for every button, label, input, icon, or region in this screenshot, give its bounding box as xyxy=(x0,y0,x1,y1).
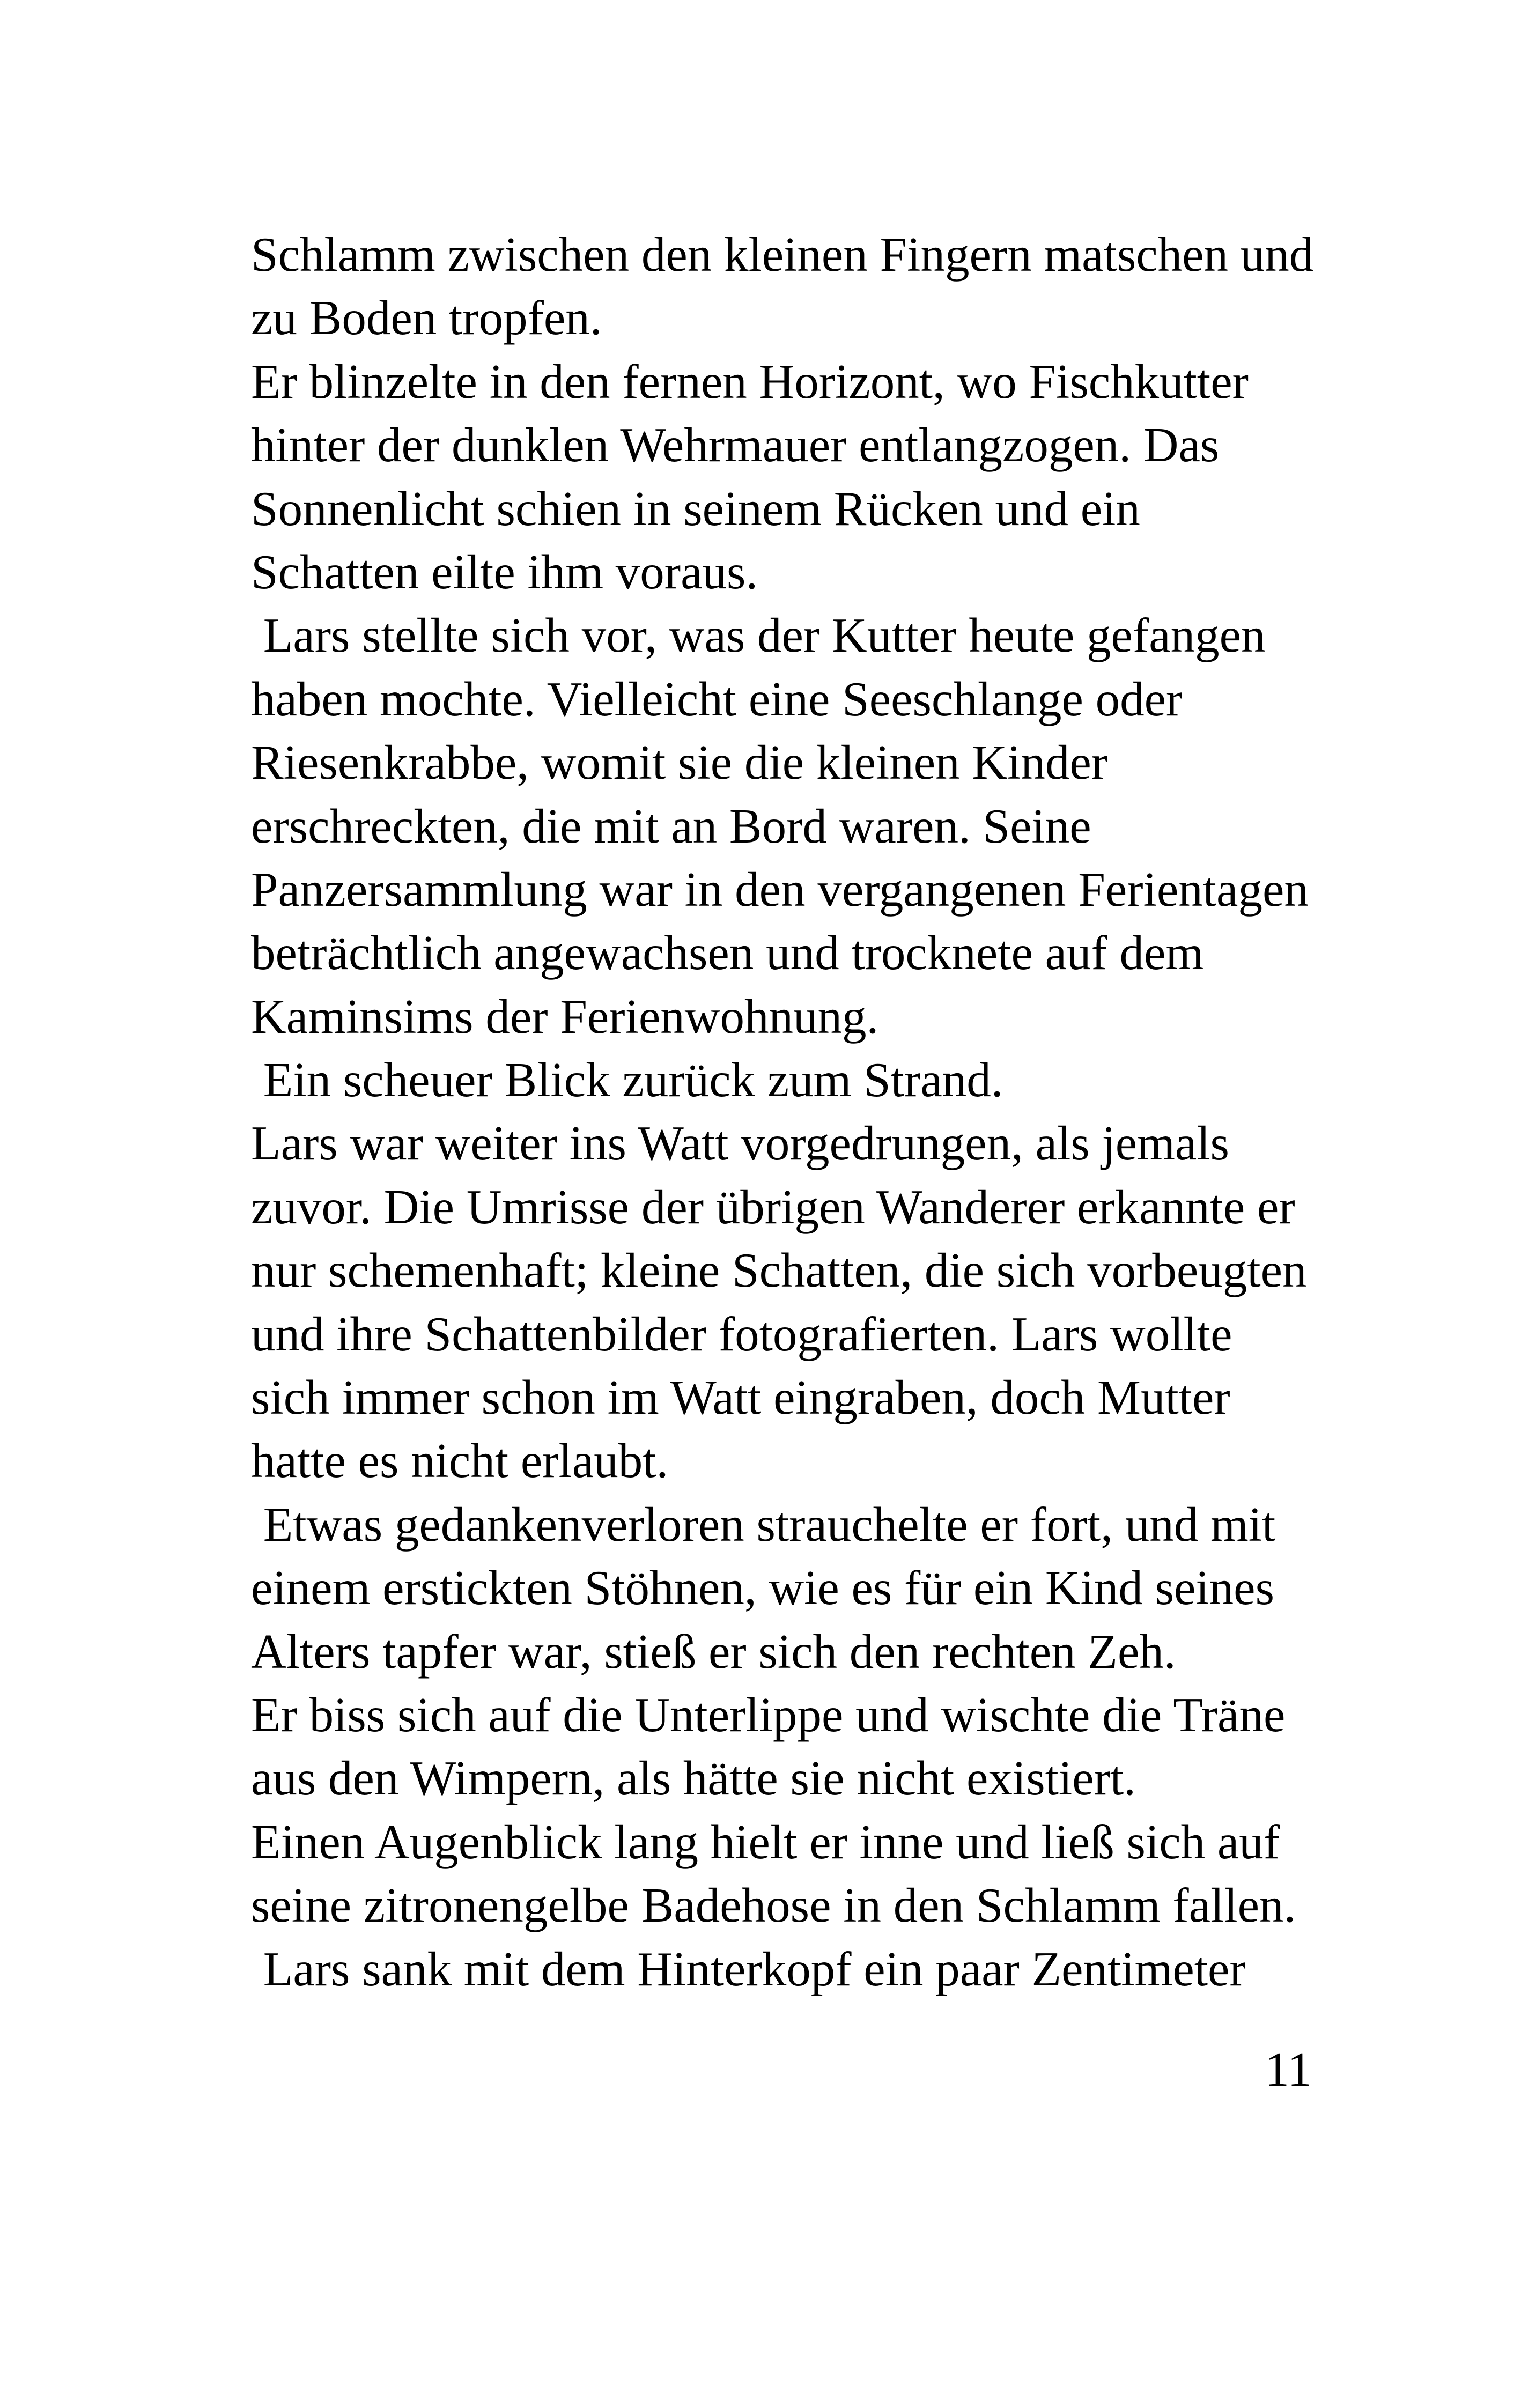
text-line: einem erstickten Stöhnen, wie es für ein Kind seines xyxy=(251,1561,1274,1615)
text-line: Etwas gedankenverloren strauchelte er fort, und mit xyxy=(251,1497,1276,1552)
text-line: Einen Augenblick lang hielt er inne und ließ sich auf xyxy=(251,1814,1280,1869)
text-line: Sonnenlicht schien in seinem Rücken und ein xyxy=(251,481,1140,536)
text-line: haben mochte. Vielleicht eine Seeschlange oder xyxy=(251,671,1183,726)
text-line: aus den Wimpern, als hätte sie nicht existiert. xyxy=(251,1751,1136,1806)
text-line: Panzersammlung war in den vergangenen Ferientagen xyxy=(251,862,1309,917)
body-text xyxy=(251,223,1356,2001)
text-line: Riesenkrabbe, womit sie die kleinen Kinder xyxy=(251,735,1108,790)
text-line: Schlamm zwischen den kleinen Fingern matschen und xyxy=(251,227,1314,282)
text-line: und ihre Schattenbilder fotografierten. Lars wollte xyxy=(251,1306,1232,1361)
text-line: nur schemenhaft; kleine Schatten, die sich vorbeugten xyxy=(251,1243,1307,1298)
text-line: Ein scheuer Blick zurück zum Strand. xyxy=(251,1053,1003,1107)
text-line: Alters tapfer war, stieß er sich den rechten Zeh. xyxy=(251,1624,1176,1679)
page-number: 11 xyxy=(1265,2042,1312,2096)
text-line: Kaminsims der Ferienwohnung. xyxy=(251,989,879,1044)
text-line: Lars war weiter ins Watt vorgedrungen, als jemals xyxy=(251,1116,1229,1171)
text-line: Er biss sich auf die Unterlippe und wischte die Träne xyxy=(251,1687,1286,1742)
text-line: zu Boden tropfen. xyxy=(251,291,602,345)
text-line: hinter der dunklen Wehrmauer entlangzogen. Das xyxy=(251,418,1220,472)
text-line: sich immer schon im Watt eingraben, doch Mutter xyxy=(251,1370,1230,1425)
text-line: Er blinzelte in den fernen Horizont, wo Fischkutter xyxy=(251,354,1249,409)
text-line: seine zitronengelbe Badehose in den Schlamm fallen. xyxy=(251,1878,1296,1933)
text-line: Lars stellte sich vor, was der Kutter heute gefangen xyxy=(251,608,1266,663)
text-line: Lars sank mit dem Hinterkopf ein paar Zentimeter xyxy=(251,1941,1246,1996)
text-line: Schatten eilte ihm voraus. xyxy=(251,544,758,599)
text-line: beträchtlich angewachsen und trocknete auf dem xyxy=(251,926,1204,980)
text-line: zuvor. Die Umrisse der übrigen Wanderer erkannte er xyxy=(251,1179,1295,1234)
text-line: hatte es nicht erlaubt. xyxy=(251,1434,669,1488)
text-line: erschreckten, die mit an Bord waren. Seine xyxy=(251,799,1091,853)
